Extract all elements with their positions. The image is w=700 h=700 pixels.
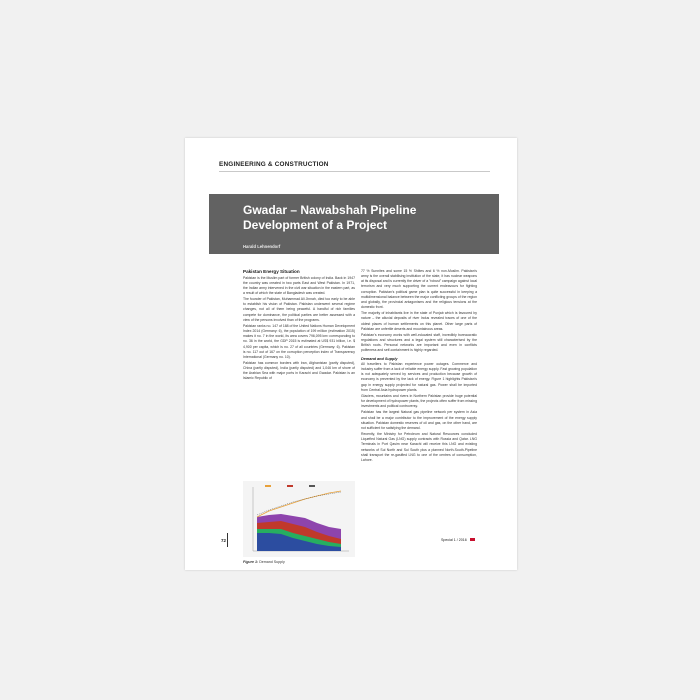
paragraph: The majority of inhabitants live in the state of Punjab which is favoured by nature – the alluvial deposits of river Indus revealed traces of one of the oldest places of human settlements on this planet. Other large parts of Pakistan are unfertile deserts and mountainous areas. [361,311,477,331]
demand-supply-chart [243,481,355,557]
subsection-heading: Demand and Supply [361,356,398,361]
article-title [243,203,416,233]
section-header: ENGINEERING & CONSTRUCTION [219,161,329,168]
figure-caption-text: Demand Supply [259,560,285,564]
paragraph: Pakistan has the largest Natural gas pipeline network per system in Asia and shall be a major contributor to the improvement of the energy supply situation. Pakistan domestic reserves of oil and gas, on the other hand, are not sufficient for satisfying the demand. [361,410,477,430]
title-banner [209,194,499,254]
publisher-logo [470,538,475,541]
paragraph: Pakistan is the Muslim part of former British colony of India. Back in 1947 the country was created in two parts East and West Pakistan. In 1971, the Indian army intervened in the civil war situation in the eastern part, as a result of which the state of Bangladesh was created. [243,275,355,295]
demand-supply-figure [243,481,355,557]
paragraph: Pakistan's economy works with well-educated staff, incredibly bureaucratic regulations and structures and a legal system still characterised by the British roots. Personal networks are important and even in conflicts politeness and self-containment is highly regarded. [361,332,477,353]
figure-caption [243,560,285,564]
paragraph: Recently, the Ministry for Petroleum and Natural Resources concluded Liquefied Natural Gas (LNG) supply contracts with Russia and Qatar. LNG Terminals in Port Qasim near Karachi will receive this LNG and existing networks of Sui North and Sui South plus a planned North-South-Pipeline shall transport the re-gasified LNG to one of the centres of consumption, Lahore. [361,432,477,462]
paragraph: All travellers to Pakistan experience power outages. Commerce and industry suffer from a lack of reliable energy supply. Fast growing population is not adequately served by services and production because growth of economy is prevented by the lack of energy. Figure 1 highlights Pakistan's gap in energy supply projected for natural gas. Power shall be imported from Central Asia hydropower plants. [361,362,477,392]
document-page [185,138,517,570]
paragraph: 77 % Sunnites and some 15 % Shiites and 6 % non-Muslim. Pakistan's army is the overall stabilising institution of the state, it has nuclear weapons at its disposal and is currently the driver of a "robust" campaign against local terrorism and very much supporting the current endeavours for fighting corruption. Pakistan's political game plan is quite successful in keeping a multidimensional balance between the major conflicting groups of the region and globally, the provincial antagonisms and the religious tensions at the domestic front. [361,269,477,310]
paragraph: Pakistan has common borders with Iran, Afghanistan (partly disputed), China (partly disputed), India (partly disputed) and 1,046 km of shore of the Arabian Sea with major ports in Karachi and Gwadar. Pakistan is an Islamic Republic of [243,361,355,381]
section-heading: Pakistan Energy Situation [243,269,300,274]
issue-footer: Special 1 / 2016 [441,538,467,542]
paragraph: The founder of Pakistan, Muhammad Ali Jinnah, died too early to be able to establish his vision of Pakistan. Pakistan underwent several regime changes, not all of them being peaceful. A handful of rich families compete for dominance, the political parties are better assessed with a view of the persons involved than of the programs. [243,297,355,322]
section-divider [219,171,490,172]
page-number-rule [227,533,228,547]
paragraph: Pakistan ranks no. 147 of 188 of the United Nations Human Development Index 2014 (Germany: 6), the population of 199 million (estimation 2015) makes it no. 7 in the world, its area covers 796,095 km² corresponding to no. 36 in the world, the GDP 2015 is estimated at US$ 931 billion, i.e. $ 4,900 per capita, which is no. 27 of all countries (Germany: 6). Pakistan is no. 117 out of 167 on the corruption perception index of Transparency International (Germany no. 10). [243,323,355,359]
paragraph: Glaciers, mountains and rivers in Northern Pakistan provide huge potential for development of hydropower plants, the projects often suffer from missing investments and political controversy. [361,393,477,409]
figure-caption-label: Figure 1: [243,560,259,564]
page-number: 72 [221,538,227,543]
title-line-2: Development of a Project [243,218,388,232]
author-name: Harald Lehnendorf [243,244,281,249]
text-column-left [243,269,355,383]
text-column-right [361,269,477,464]
title-line-1: Gwadar – Nawabshah Pipeline [243,203,417,217]
